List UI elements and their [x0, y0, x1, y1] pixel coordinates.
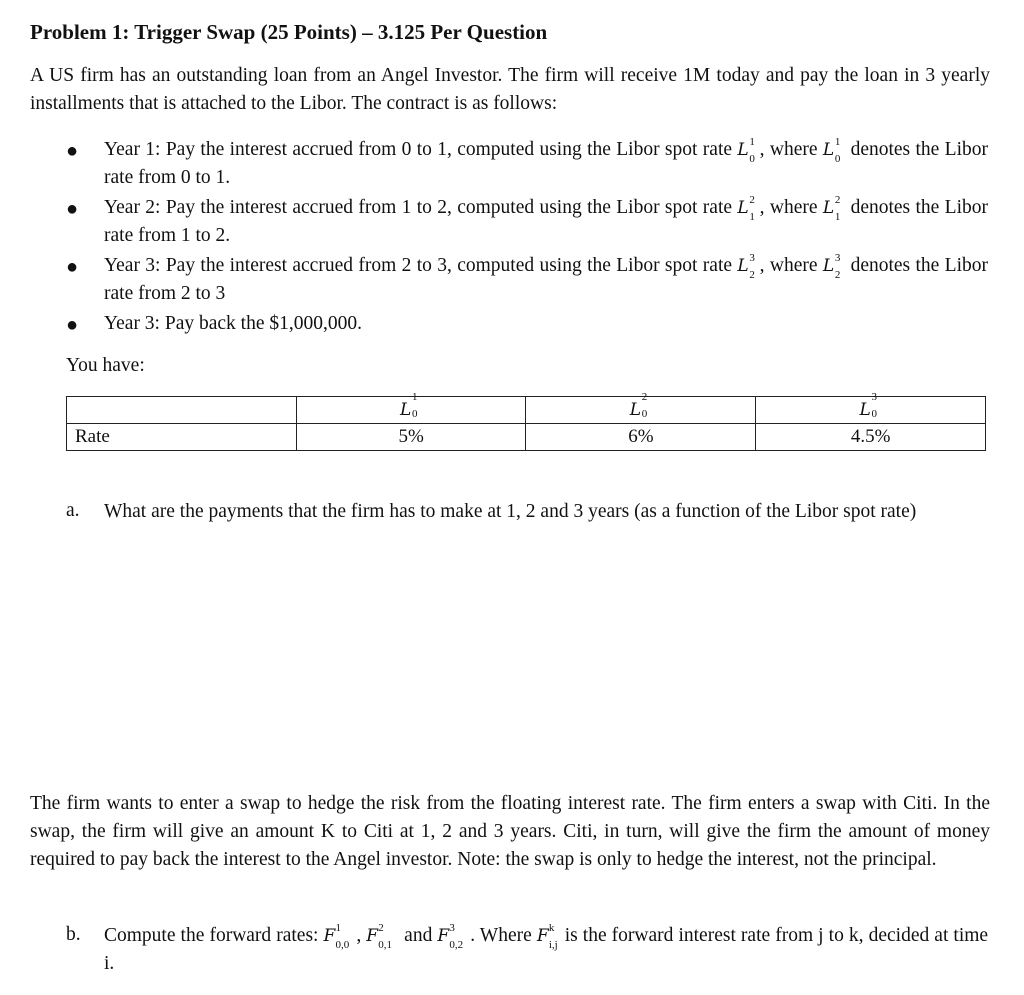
question-a-text: What are the payments that the firm has to make at 1, 2 and 3 years (as a function of the Libor spot rate): [104, 501, 917, 522]
libor-symbol: L 2 1: [822, 194, 841, 223]
swap-paragraph: The firm wants to enter a swap to hedge the risk from the floating interest rate. The firm enters a swap with Citi. In the swap, the firm will give an amount K to Citi at 1, 2 and 3 years. Citi, in turn, will give the firm the amount of money required to pay back the interest to the Angel investor. Note: the swap is only to hedge the interest, not the principal.: [30, 793, 990, 870]
question-a-label: a.: [66, 500, 80, 521]
forward-rate-symbol: F 1 0,0: [323, 922, 350, 951]
table-cell: 4.5%: [756, 424, 986, 451]
you-have-label: You have:: [66, 355, 145, 376]
table-row: [67, 397, 986, 424]
intro-paragraph: A US firm has an outstanding loan from an Angel Investor. The firm will receive 1M today and pay the loan in 3 yearly installments that is attached to the Libor. The contract is as follows:: [30, 65, 990, 114]
table-cell: 5%: [296, 424, 526, 451]
forward-rate-symbol: F 3 0,2: [437, 922, 464, 951]
libor-symbol: L 1 0: [822, 136, 841, 165]
bullet-item-2: Year 2: Pay the interest accrued from 1 to 2, computed using the Libor spot rate L 2 1 , where L 2 1 denotes the Libor rate from 1 to 2.: [104, 194, 988, 246]
table-cell: [67, 397, 297, 424]
libor-symbol: L 2 1: [737, 194, 755, 223]
question-b-text: Compute the forward rates: F 1 0,0 , F 2 0,1 and F 3 0,2 . Where F k i,j is the forward interest rate from j to k, decided at time i.: [104, 922, 989, 974]
libor-symbol: L 3 2: [822, 252, 841, 281]
rates-table: [66, 391, 986, 451]
bullet-item-3: Year 3: Pay the interest accrued from 2 to 3, computed using the Libor spot rate L 3 2 , where L 3 2 denotes the Libor rate from 2 to 3: [104, 252, 988, 304]
bullet-icon: ●: [66, 256, 79, 278]
bullet-icon: ●: [66, 314, 79, 336]
forward-rate-symbol: F 2 0,1: [366, 922, 393, 951]
bullet-item-4: Year 3: Pay back the $1,000,000.: [104, 313, 362, 334]
libor-symbol: L 3 2: [737, 252, 755, 281]
bullet-item-1: Year 1: Pay the interest accrued from 0 to 1, computed using the Libor spot rate L 1 0 , where L 1 0 denotes the Libor rate from 0 to 1.: [104, 136, 988, 188]
table-header-cell: L 2 0: [526, 397, 756, 424]
libor-symbol: L 1 0: [737, 136, 755, 165]
table-header-cell: L 3 0: [756, 397, 986, 424]
table-cell: 6%: [526, 424, 756, 451]
bullet-icon: ●: [66, 198, 79, 220]
table-row: [67, 424, 986, 451]
bullet-icon: ●: [66, 140, 79, 162]
table-row-label: Rate: [67, 424, 297, 451]
table-header-cell: L 1 0: [296, 397, 526, 424]
problem-title: Problem 1: Trigger Swap (25 Points) – 3.125 Per Question: [30, 20, 548, 44]
question-b-label: b.: [66, 924, 81, 945]
forward-rate-symbol: F k i,j: [536, 922, 558, 951]
